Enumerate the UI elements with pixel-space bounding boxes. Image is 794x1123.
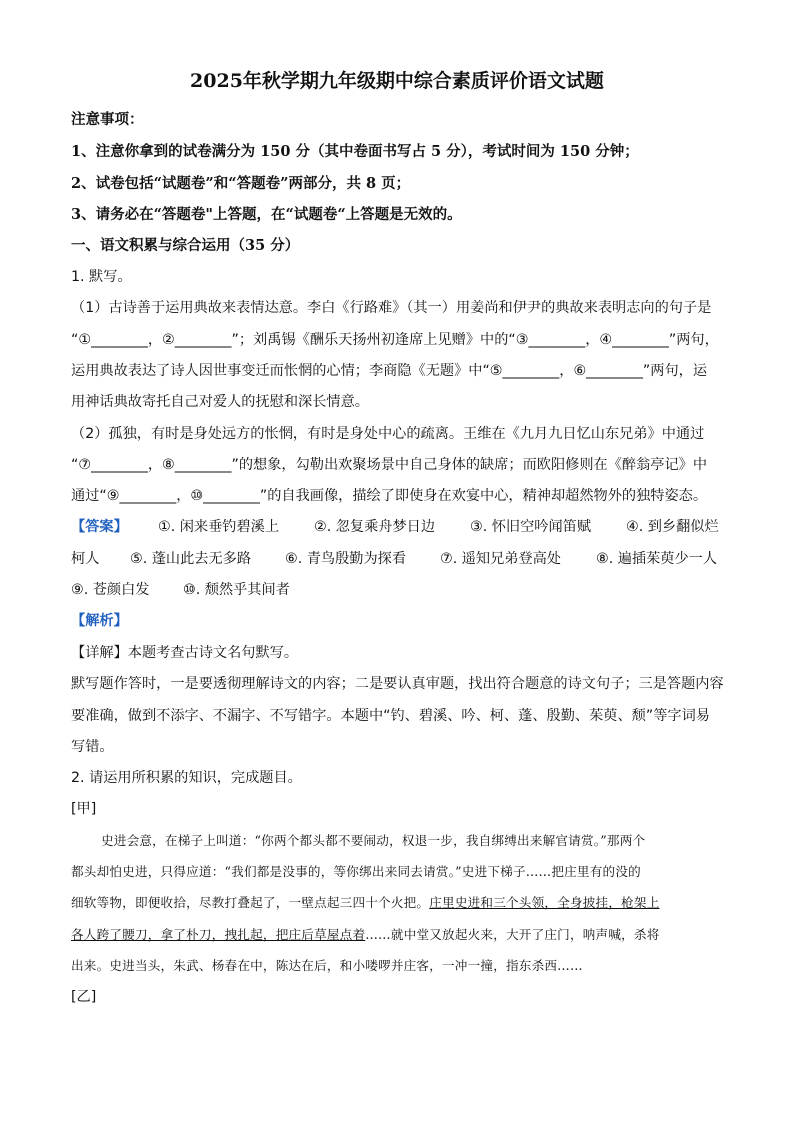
detail-line-1: 【详解】本题考查古诗文名句默写。 [71, 645, 299, 661]
answer-item: ⑩. 颓然乎其间者 [183, 582, 290, 598]
question-1-label: 1. 默写。 [71, 269, 132, 285]
excerpt-line-4 [71, 924, 660, 943]
analysis-label: 【解析】 [71, 613, 128, 629]
page-title: 2025年秋学期九年级期中综合素质评价语文试题 [190, 70, 604, 92]
q1-p2-line-1: （2）孤独，有时是身处远方的怅惘，有时是身处中心的疏离。王维在《九月九日忆山东兄弟》中通过 [71, 426, 705, 442]
answer-item: ⑨. 苍颜白发 [71, 582, 150, 598]
detail-line-3: 要准确，做到不添字、不漏字、不写错字。本题中“钓、碧溪、吟、柯、蓬、殷勤、茱萸、颓”等字词易 [71, 708, 710, 724]
excerpt-line-2: 都头却怕史进，只得应道：“我们都是没事的，等你绑出来同去请赏。”史进下梯子……把庄里有的没的 [71, 864, 641, 879]
answer-label: 【答案】 [71, 519, 128, 535]
detail-line-4: 写错。 [71, 739, 114, 755]
answer-item: 柯人 [71, 551, 100, 567]
excerpt-underlined-text: 庄里史进和三个头领，全身披挂，枪架上 [429, 895, 660, 910]
q1-p1-line-3: 运用典故表达了诗人因世事变迁而怅惘的心情；李商隐《无题》中“⑤________，⑥________”两句，运 [71, 363, 708, 379]
detail-line-2: 默写题作答时，一是要透彻理解诗文的内容；二是要认真审题，找出符合题意的诗文句子；三是答题内容 [71, 676, 724, 692]
notice-item-3: 3、请务必在“答题卷"上答题，在“试题卷“上答题是无效的。 [71, 206, 462, 223]
notice-item-2: 2、试卷包括“试题卷”和“答题卷”两部分，共 8 页； [71, 175, 411, 192]
excerpt-line-5: 出来。史进当头，朱武、杨春在中，陈达在后，和小喽啰并庄客，一冲一撞，指东杀西…… [71, 958, 583, 973]
q1-p1-line-4: 用神话典故寄托自己对爱人的抚慰和深长情意。 [71, 394, 369, 410]
notice-item-1: 1、注意你拿到的试卷满分为 150 分（其中卷面书写占 5 分），考试时间为 150 分钟； [71, 143, 639, 160]
q1-p2-line-2: “⑦________，⑧________”的想象，勾勒出欢聚场景中自己身体的缺席；而欧阳修则在《醉翁亭记》中 [71, 457, 708, 473]
notice-heading: 注意事项： [71, 111, 144, 128]
answer-item: ④. 到乡翻似烂 [626, 519, 719, 535]
question-2-label: 2. 请运用所积累的知识，完成题目。 [71, 770, 302, 786]
q1-p1-line-2: “①________，②________”；刘禹锡《酬乐天扬州初逢席上见赠》中的“③________，④________”两句， [71, 332, 719, 348]
passage-jia-label: [甲] [71, 801, 97, 817]
excerpt-text: 细软等物，即便收拾，尽教打叠起了，一壁点起三四十个火把。 [71, 895, 430, 910]
excerpt-line-1: 史进会意，在梯子上叫道：“你两个都头都不要闹动，权退一步，我自绑缚出来解官请赏。”那两个 [101, 833, 646, 848]
answer-item: ⑧. 遍插茱萸少一人 [596, 551, 718, 567]
excerpt-text: ……就中堂又放起火来，大开了庄门，呐声喊，杀将 [365, 927, 660, 942]
excerpt-line-3 [71, 892, 660, 911]
answer-item: ⑥. 青鸟殷勤为探看 [285, 551, 407, 567]
q1-p2-line-3: 通过“⑨________，⑩________”的自我画像，描绘了即使身在欢宴中心，精神却超然物外的独特姿态。 [71, 488, 708, 504]
answer-item: ③. 怀旧空吟闻笛赋 [470, 519, 592, 535]
passage-yi-label: [乙] [71, 989, 97, 1005]
answer-item: ②. 忽复乘舟梦日边 [314, 519, 436, 535]
answer-item: ⑤. 蓬山此去无多路 [130, 551, 252, 567]
answer-item: ⑦. 遥知兄弟登高处 [440, 551, 562, 567]
excerpt-underlined-text: 各人跨了腰刀，拿了朴刀，拽扎起，把庄后草屋点着 [71, 927, 366, 942]
section-heading: 一、语文积累与综合运用（35 分） [71, 237, 300, 254]
q1-p1-line-1: （1）古诗善于运用典故来表情达意。李白《行路难》（其一）用姜尚和伊尹的典故来表明志向的句子是 [71, 300, 712, 316]
answer-item: ①. 闲来垂钓碧溪上 [158, 519, 280, 535]
